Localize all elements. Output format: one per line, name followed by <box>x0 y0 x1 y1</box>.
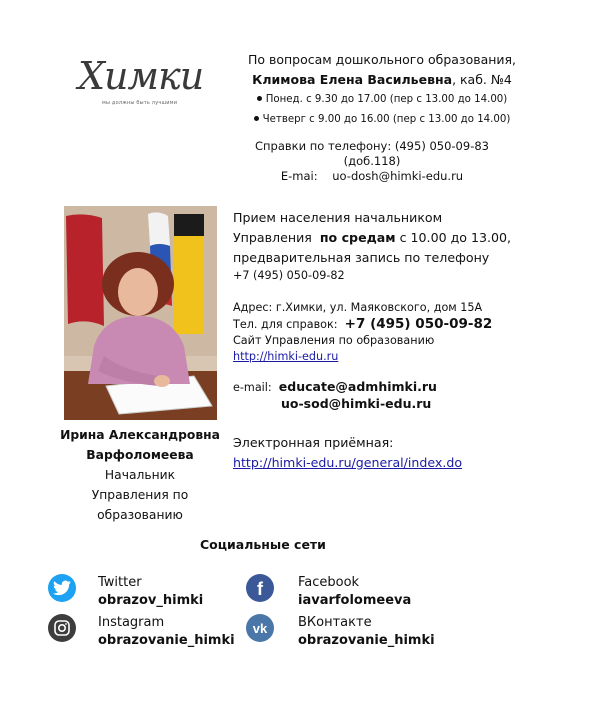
facebook-icon[interactable]: f <box>246 574 274 602</box>
logo-text: Химки <box>78 54 204 98</box>
head-name-line2: Варфоломеева <box>86 448 194 462</box>
social-title: Социальные сети <box>200 537 326 552</box>
head-portrait-photo <box>64 206 217 420</box>
preschool-schedule-1 <box>222 90 542 110</box>
info-phone-label: Тел. для справок: <box>233 318 338 331</box>
reception-hours: с 10.00 до 13.00, <box>399 230 512 245</box>
preschool-line1: По вопросам дошкольного образования, <box>247 52 517 67</box>
instagram-icon[interactable] <box>48 614 76 642</box>
site-link[interactable]: http://himki-edu.ru <box>233 350 339 363</box>
twitter-label: Twitter <box>98 575 142 590</box>
instagram-entry <box>98 614 235 650</box>
head-title-line3: образованию <box>97 508 183 522</box>
bullet-icon <box>254 116 259 121</box>
site-label: Сайт Управления по образованию <box>233 334 435 347</box>
preschool-email-label: E-mai: <box>280 169 318 183</box>
reception-line2 <box>233 228 553 248</box>
reception-phone: +7 (495) 050-09-82 <box>233 269 345 282</box>
head-caption <box>50 425 230 525</box>
info-phone-row <box>233 316 553 333</box>
reception-line1: Прием населения начальником <box>233 210 443 225</box>
info-phone: +7 (495) 050-09-82 <box>344 316 493 332</box>
info-email-2[interactable]: uo-sod@himki-edu.ru <box>281 396 432 411</box>
preschool-info <box>222 50 542 130</box>
info-email-row <box>233 379 553 396</box>
twitter-handle[interactable]: obrazov_himki <box>98 593 204 608</box>
schedule-1-text: Понед. с 9.30 до 17.00 (пер с 13.00 до 14.00) <box>265 94 508 105</box>
info-email-1[interactable]: educate@admhimki.ru <box>278 379 437 394</box>
info-email-label: e-mail: <box>233 381 272 394</box>
logo-slogan: мы должны быть лучшими <box>102 100 178 106</box>
reception-day: по средам <box>319 230 396 245</box>
ereception-link[interactable]: http://himki-edu.ru/general/index.do <box>233 455 463 470</box>
head-title-line2: Управления по <box>91 488 189 502</box>
instagram-handle[interactable]: obrazovanie_himki <box>98 633 235 648</box>
preschool-room: , каб. №4 <box>452 72 512 87</box>
preschool-contacts <box>222 139 522 184</box>
preschool-contact-line <box>222 70 542 90</box>
preschool-phone: Справки по телефону: (495) 050-09-83 <box>255 139 489 153</box>
head-name-line1: Ирина Александровна <box>60 428 220 442</box>
twitter-icon[interactable] <box>48 574 76 602</box>
reception-and-info <box>233 208 553 473</box>
twitter-entry <box>98 574 203 610</box>
instagram-label: Instagram <box>98 615 165 630</box>
vk-entry <box>298 614 435 650</box>
head-title-line1: Начальник <box>104 468 176 482</box>
preschool-person-name: Климова Елена Васильевна <box>252 72 453 87</box>
preschool-email[interactable]: uo-dosh@himki-edu.ru <box>332 169 464 183</box>
preschool-schedule-2 <box>222 110 542 130</box>
facebook-label: Facebook <box>298 575 360 590</box>
ereception-label: Электронная приёмная: <box>233 435 394 450</box>
facebook-handle[interactable]: iavarfolomeeva <box>298 593 412 608</box>
vk-handle[interactable]: obrazovanie_himki <box>298 633 435 648</box>
preschool-ext: (доб.118) <box>343 154 401 168</box>
preschool-email-row <box>222 169 522 184</box>
facebook-entry <box>298 574 411 610</box>
schedule-2-text: Четверг с 9.00 до 16.00 (пер с 13.00 до 14.00) <box>262 114 511 125</box>
vk-label: ВКонтакте <box>298 615 372 630</box>
reception-line2-prefix: Управления <box>233 230 312 245</box>
address-text: Адрес: г.Химки, ул. Маяковского, дом 15А <box>233 301 483 314</box>
himki-logo <box>78 54 204 120</box>
bullet-icon <box>257 96 262 101</box>
vk-icon[interactable]: vk <box>246 614 274 642</box>
reception-line3: предварительная запись по телефону <box>233 250 490 265</box>
